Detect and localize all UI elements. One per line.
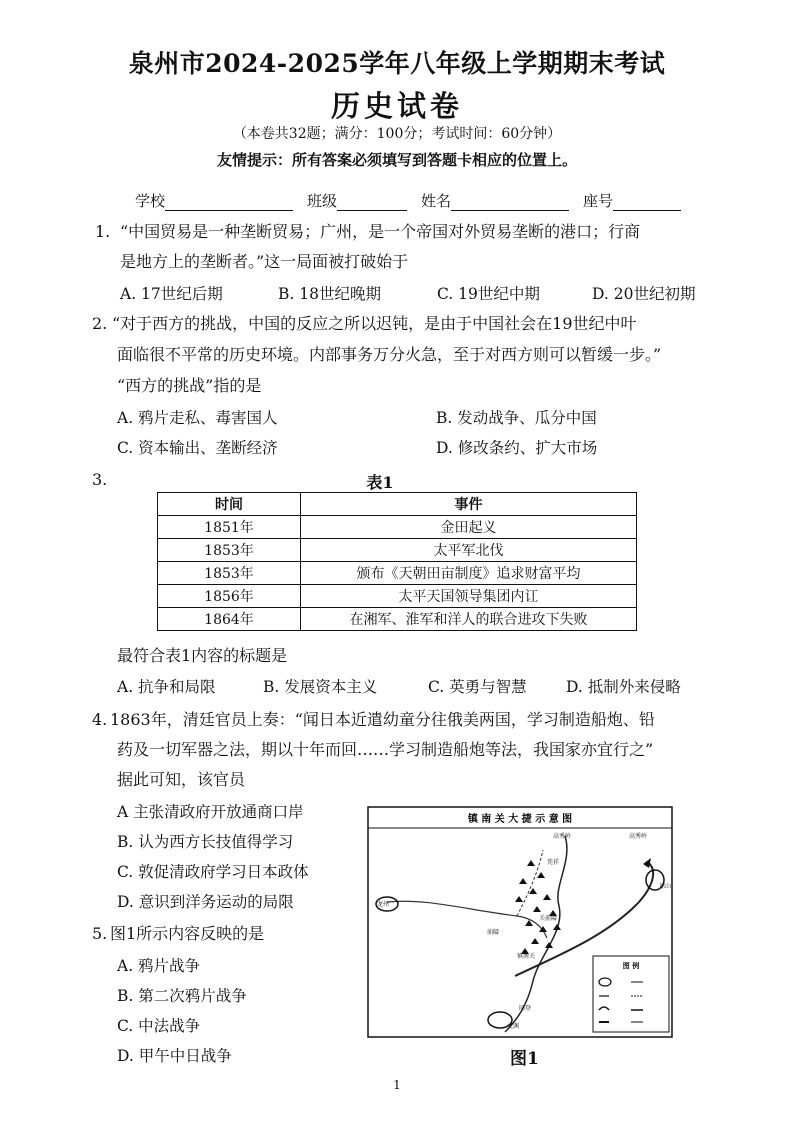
table-row [158,585,637,608]
place-label: 高秀岭 [553,833,572,840]
q1-option-a[interactable]: A. 17世纪后期 [120,285,223,303]
page-number: 1 [393,1078,401,1092]
place-label: 高秀岭 [629,833,648,840]
q5-option-d[interactable]: D. 甲午中日战争 [117,1047,232,1065]
table-header-event: 事件 [301,493,637,516]
table-cell-event: 金田起义 [301,516,637,539]
q4-option-b[interactable]: B. 认为西方长技值得学习 [117,833,294,851]
q5-option-c[interactable]: C. 中法战争 [117,1017,201,1035]
subject-title: 历史试卷 [330,89,463,123]
friendly-tip: 友情提示：所有答案必须填写到答题卡相应的位置上。 [216,151,577,169]
table-cell-year: 1851年 [158,516,301,539]
exam-subtitle: （本卷共32题；满分：100分；考试时间：60分钟） [232,126,562,142]
q1-option-b[interactable]: B. 18世纪晚期 [278,285,381,303]
name-label: 姓名 [421,192,452,210]
place-label: 关前隘 [539,915,558,922]
q3-option-d[interactable]: D. 抵制外来侵略 [566,678,681,696]
q4-stem-line1: 1863年，清廷官员上奏：“闻日本近遣幼童分往俄美两国，学习制造船炮、铅 [110,710,655,729]
table-cell-year: 1853年 [158,539,301,562]
figure-caption: 图1 [510,1049,539,1069]
q2-number: 2. [92,314,108,333]
table-cell-year: 1864年 [158,608,301,631]
q4-option-a[interactable]: A 主张清政府开放通商口岸 [117,803,304,821]
exam-title: 泉州市2024-2025学年八年级上学期期末考试 [128,49,666,78]
q4-stem-line3: 据此可知，该官员 [117,770,246,789]
q2-option-b[interactable]: B. 发动战争、瓜分中国 [436,409,597,427]
place-label: 同登 [519,1005,532,1012]
table-cell-event: 太平军北伐 [301,539,637,562]
q2-stem-line1: “对于西方的挑战，中国的反应之所以迟钝，是由于中国社会在19世纪中叶 [112,314,637,333]
q3-stem: 最符合表1内容的标题是 [117,646,288,665]
q2-option-c[interactable]: C. 资本输出、垄断经济 [117,439,278,457]
q2-option-d[interactable]: D. 修改条约、扩大市场 [436,439,598,457]
q5-number: 5. [92,924,108,943]
place-label: 凭祥 [547,859,560,866]
table-cell-year: 1853年 [158,562,301,585]
class-label: 班级 [307,192,338,210]
table-header-time: 时间 [158,493,301,516]
q2-option-a[interactable]: A. 鸦片走私、毒害国人 [117,409,278,427]
place-label: 谅山 [659,883,672,890]
map-title: 镇 南 关 大 捷 示 意 图 [467,814,573,825]
q4-number: 4. [92,710,108,729]
q4-option-d[interactable]: D. 意识到洋务运动的局限 [117,893,294,911]
table-row [158,516,637,539]
table-cell-event: 太平天国领导集团内讧 [301,585,637,608]
q3-option-b[interactable]: B. 发展资本主义 [263,678,378,696]
place-label: 文渊 [507,1023,520,1030]
events-table [157,492,637,631]
table-cell-event: 颁布《天朝田亩制度》追求财富平均 [301,562,637,585]
q1-option-c[interactable]: C. 19世纪中期 [437,285,540,303]
school-field[interactable] [165,194,293,211]
seat-label: 座号 [583,192,614,210]
q5-stem: 图1所示内容反映的是 [110,924,265,943]
table-cell-event: 在湘军、淮军和洋人的联合进攻下失败 [301,608,637,631]
table-cell-year: 1856年 [158,585,301,608]
q4-stem-line2: 药及一切军器之法，期以十年而回……学习制造船炮等法，我国家亦宜行之” [117,740,654,759]
table-row [158,608,637,631]
q3-number: 3. [92,470,108,489]
seat-field[interactable] [613,194,681,211]
q3-option-c[interactable]: C. 英勇与智慧 [428,678,527,696]
q2-stem-line2: 面临很不平常的历史环境。内部事务万分火急，至于对西方则可以暂缓一步。” [117,345,662,364]
battle-map [367,806,673,1038]
school-label: 学校 [135,192,166,210]
table-row [158,539,637,562]
q1-stem-line1: “中国贸易是一种垄断贸易；广州，是一个帝国对外贸易垄断的港口；行商 [120,222,641,241]
table-header-row [158,493,637,516]
q5-option-a[interactable]: A. 鸦片战争 [117,957,201,975]
place-label: 龙州 [377,901,390,908]
table-row [158,562,637,585]
q1-number: 1. [95,222,111,241]
q5-option-b[interactable]: B. 第二次鸦片战争 [117,987,247,1005]
q3-option-a[interactable]: A. 抗争和局限 [117,678,216,696]
class-field[interactable] [337,194,407,211]
place-label: 油隘 [487,929,500,936]
student-info-row [135,190,681,211]
q2-stem-line3: “西方的挑战”指的是 [117,376,262,395]
name-field[interactable] [451,194,569,211]
place-label: 镇南关 [517,953,536,960]
q1-option-d[interactable]: D. 20世纪初期 [592,285,696,303]
legend-title: 图 例 [622,962,640,970]
q1-stem-line2: 是地方上的垄断者。”这一局面被打破始于 [120,252,409,271]
q4-option-c[interactable]: C. 敦促清政府学习日本政体 [117,863,309,881]
table-caption: 表1 [366,473,394,492]
